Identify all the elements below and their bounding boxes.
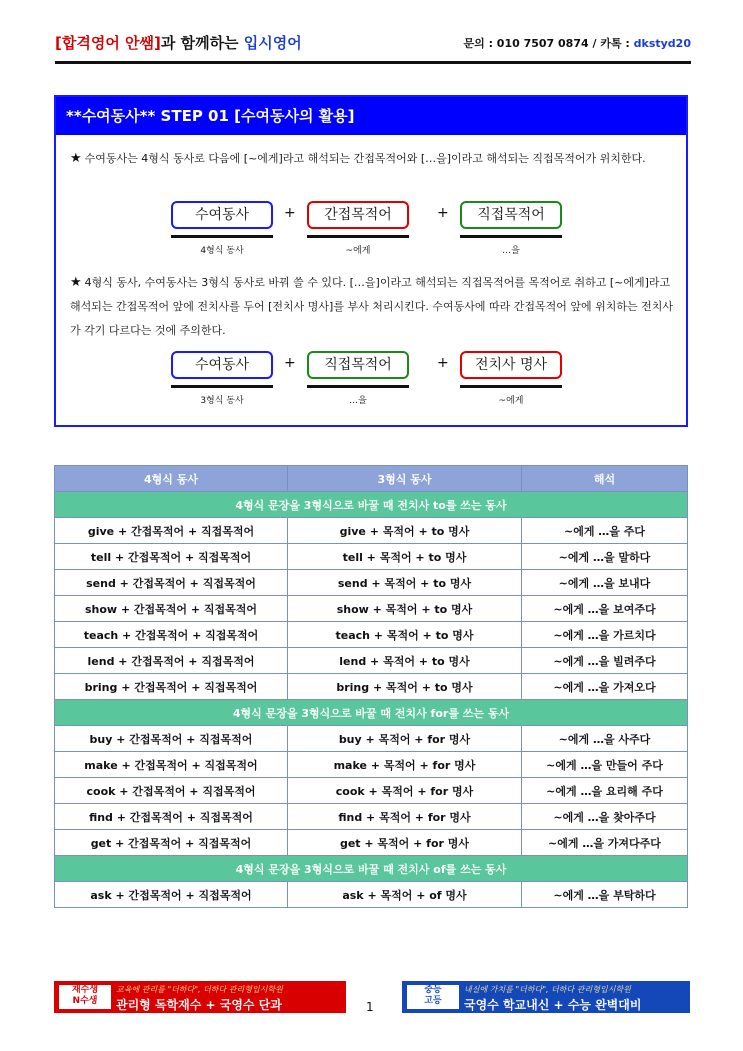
- formula-caption: 4형식 동사: [200, 246, 244, 256]
- formula-caption: …을: [349, 396, 367, 406]
- brand-title: [55, 32, 302, 53]
- explanation-paragraph-1: [70, 147, 674, 171]
- paragraph-1-text: 수여동사는 4형식 동사로 다음에 [~에게]라고 해석되는 간접목적어와 […을]이라고 해석되는 직접목적어가 위치한다.: [84, 152, 646, 165]
- table-cell: ~에게 …을 가져오다: [522, 674, 688, 700]
- table-cell: ask + 간접목적어 + 직접목적어: [55, 882, 288, 908]
- badge-line: 중등: [424, 985, 442, 995]
- plus-sign: +: [437, 205, 449, 221]
- formula-caption: ~에게: [345, 246, 371, 256]
- table-row: [55, 830, 688, 856]
- table-cell: find + 목적어 + for 명사: [288, 804, 522, 830]
- table-row: [55, 622, 688, 648]
- star-icon: ★: [70, 151, 82, 166]
- formula-underline: [460, 235, 562, 238]
- section-title: 4형식 문장을 3형식으로 바꿀 때 전치사 to를 쓰는 동사: [55, 492, 688, 518]
- table-row: [55, 726, 688, 752]
- table-row: [55, 882, 688, 908]
- plus-sign: +: [284, 355, 296, 371]
- step-box: [54, 95, 688, 427]
- formula-box-direct-object: 직접목적어: [460, 201, 562, 229]
- table-cell: cook + 목적어 + for 명사: [288, 778, 522, 804]
- table-row: [55, 752, 688, 778]
- contact-id: dkstyd20: [633, 37, 691, 50]
- table-cell: ~에게 …을 찾아주다: [522, 804, 688, 830]
- section-row: [55, 856, 688, 882]
- table-cell: ask + 목적어 + of 명사: [288, 882, 522, 908]
- page-number: 1: [366, 1000, 374, 1014]
- column-header: 4형식 동사: [55, 466, 288, 492]
- table-cell: ~에게 …을 사주다: [522, 726, 688, 752]
- table-cell: ~에게 …을 보여주다: [522, 596, 688, 622]
- footer-main-text: 국영수 학교내신 + 수능 완벽대비: [464, 998, 642, 1012]
- table-cell: lend + 목적어 + to 명사: [288, 648, 522, 674]
- formula-caption: ~에게: [498, 396, 524, 406]
- section-title: 4형식 문장을 3형식으로 바꿀 때 전치사 of를 쓰는 동사: [55, 856, 688, 882]
- verb-table: [54, 465, 688, 908]
- footer-banner-left[interactable]: [54, 981, 346, 1013]
- brand-highlight: 입시영어: [243, 34, 302, 52]
- footer-badge: [407, 985, 459, 1009]
- formula-underline: [460, 385, 562, 388]
- table-row: [55, 596, 688, 622]
- table-cell: give + 간접목적어 + 직접목적어: [55, 518, 288, 544]
- formula-4th-pattern: [56, 201, 686, 263]
- table-cell: ~에게 …을 빌려주다: [522, 648, 688, 674]
- contact-info: [463, 35, 691, 51]
- formula-box-indirect-object: 간접목적어: [307, 201, 409, 229]
- table-cell: ~에게 …을 만들어 주다: [522, 752, 688, 778]
- table-cell: ~에게 …을 가져다주다: [522, 830, 688, 856]
- section-row: [55, 700, 688, 726]
- table-cell: ~에게 …을 요리해 주다: [522, 778, 688, 804]
- formula-caption: …을: [502, 246, 520, 256]
- table-row: [55, 674, 688, 700]
- footer-tagline: 내실에 가치를 "더하다", 더하다 관리형입시학원: [464, 985, 631, 994]
- formula-box-verb: 수여동사: [171, 201, 273, 229]
- table-cell: ~에게 …을 말하다: [522, 544, 688, 570]
- header-divider: [55, 61, 691, 64]
- brand-mid: 과 함께하는: [160, 34, 244, 52]
- table-cell: get + 목적어 + for 명사: [288, 830, 522, 856]
- star-icon: ★: [70, 275, 82, 290]
- table-cell: show + 목적어 + to 명사: [288, 596, 522, 622]
- formula-underline: [307, 385, 409, 388]
- section-row: [55, 492, 688, 518]
- badge-line: 고등: [424, 996, 442, 1006]
- plus-sign: +: [284, 205, 296, 221]
- badge-line: 재수생: [71, 985, 99, 995]
- formula-underline: [307, 235, 409, 238]
- table-cell: give + 목적어 + to 명사: [288, 518, 522, 544]
- plus-sign: +: [437, 355, 449, 371]
- table-cell: bring + 간접목적어 + 직접목적어: [55, 674, 288, 700]
- table-cell: get + 간접목적어 + 직접목적어: [55, 830, 288, 856]
- table-cell: tell + 목적어 + to 명사: [288, 544, 522, 570]
- table-cell: ~에게 …을 주다: [522, 518, 688, 544]
- table-cell: teach + 목적어 + to 명사: [288, 622, 522, 648]
- formula-box-direct-object: 직접목적어: [307, 351, 409, 379]
- table-cell: send + 목적어 + to 명사: [288, 570, 522, 596]
- formula-box-verb: 수여동사: [171, 351, 273, 379]
- paragraph-2-text: 4형식 동사, 수여동사는 3형식 동사로 바꿔 쓸 수 있다. […을]이라고 해석되는 직접목적어를 목적어로 취하고 [~에게]라고 해석되는 간접목적어 앞에 전치사를 두어 [전치사 명사]를 부사 처리시킨다. 수여동사에 따라 간접목적어 앞에 위치하는 전치사가 각기 다르다는 것에 주의한다.: [70, 276, 673, 337]
- step-title: **수여동사** STEP 01 [수여동사의 활용]: [56, 97, 686, 135]
- table-cell: ~에게 …을 보내다: [522, 570, 688, 596]
- table-cell: show + 간접목적어 + 직접목적어: [55, 596, 288, 622]
- formula-caption: 3형식 동사: [200, 396, 244, 406]
- footer-main-text: 관리형 독학재수 + 국영수 단과: [116, 998, 282, 1012]
- table-row: [55, 518, 688, 544]
- table-cell: tell + 간접목적어 + 직접목적어: [55, 544, 288, 570]
- table-cell: ~에게 …을 가르치다: [522, 622, 688, 648]
- table-cell: cook + 간접목적어 + 직접목적어: [55, 778, 288, 804]
- table-row: [55, 778, 688, 804]
- footer-badge: [59, 985, 111, 1009]
- table-row: [55, 648, 688, 674]
- table-cell: teach + 간접목적어 + 직접목적어: [55, 622, 288, 648]
- table-cell: make + 목적어 + for 명사: [288, 752, 522, 778]
- table-row: [55, 804, 688, 830]
- column-header: 3형식 동사: [288, 466, 522, 492]
- table-cell: find + 간접목적어 + 직접목적어: [55, 804, 288, 830]
- footer-tagline: 교육에 관리를 "더하다", 더하다 관리형입시학원: [116, 985, 283, 994]
- table-cell: buy + 간접목적어 + 직접목적어: [55, 726, 288, 752]
- explanation-paragraph-2: [70, 271, 674, 343]
- column-header: 해석: [522, 466, 688, 492]
- table-row: [55, 570, 688, 596]
- section-title: 4형식 문장을 3형식으로 바꿀 때 전치사 for를 쓰는 동사: [55, 700, 688, 726]
- table-cell: ~에게 …을 부탁하다: [522, 882, 688, 908]
- table-cell: lend + 간접목적어 + 직접목적어: [55, 648, 288, 674]
- formula-underline: [171, 385, 273, 388]
- table-header-row: [55, 466, 688, 492]
- badge-line: N수생: [72, 996, 98, 1006]
- table-row: [55, 544, 688, 570]
- formula-box-preposition-noun: 전치사 명사: [460, 351, 562, 379]
- formula-underline: [171, 235, 273, 238]
- footer-banner-right[interactable]: [402, 981, 690, 1013]
- table-cell: make + 간접목적어 + 직접목적어: [55, 752, 288, 778]
- brand-bracket: [합격영어 안쌤]: [55, 34, 161, 52]
- table-cell: bring + 목적어 + to 명사: [288, 674, 522, 700]
- contact-label: 문의 : 010 7507 0874 / 카톡 :: [463, 37, 634, 50]
- formula-3rd-pattern: [56, 351, 686, 413]
- table-cell: send + 간접목적어 + 직접목적어: [55, 570, 288, 596]
- table-cell: buy + 목적어 + for 명사: [288, 726, 522, 752]
- page-header: [55, 32, 691, 56]
